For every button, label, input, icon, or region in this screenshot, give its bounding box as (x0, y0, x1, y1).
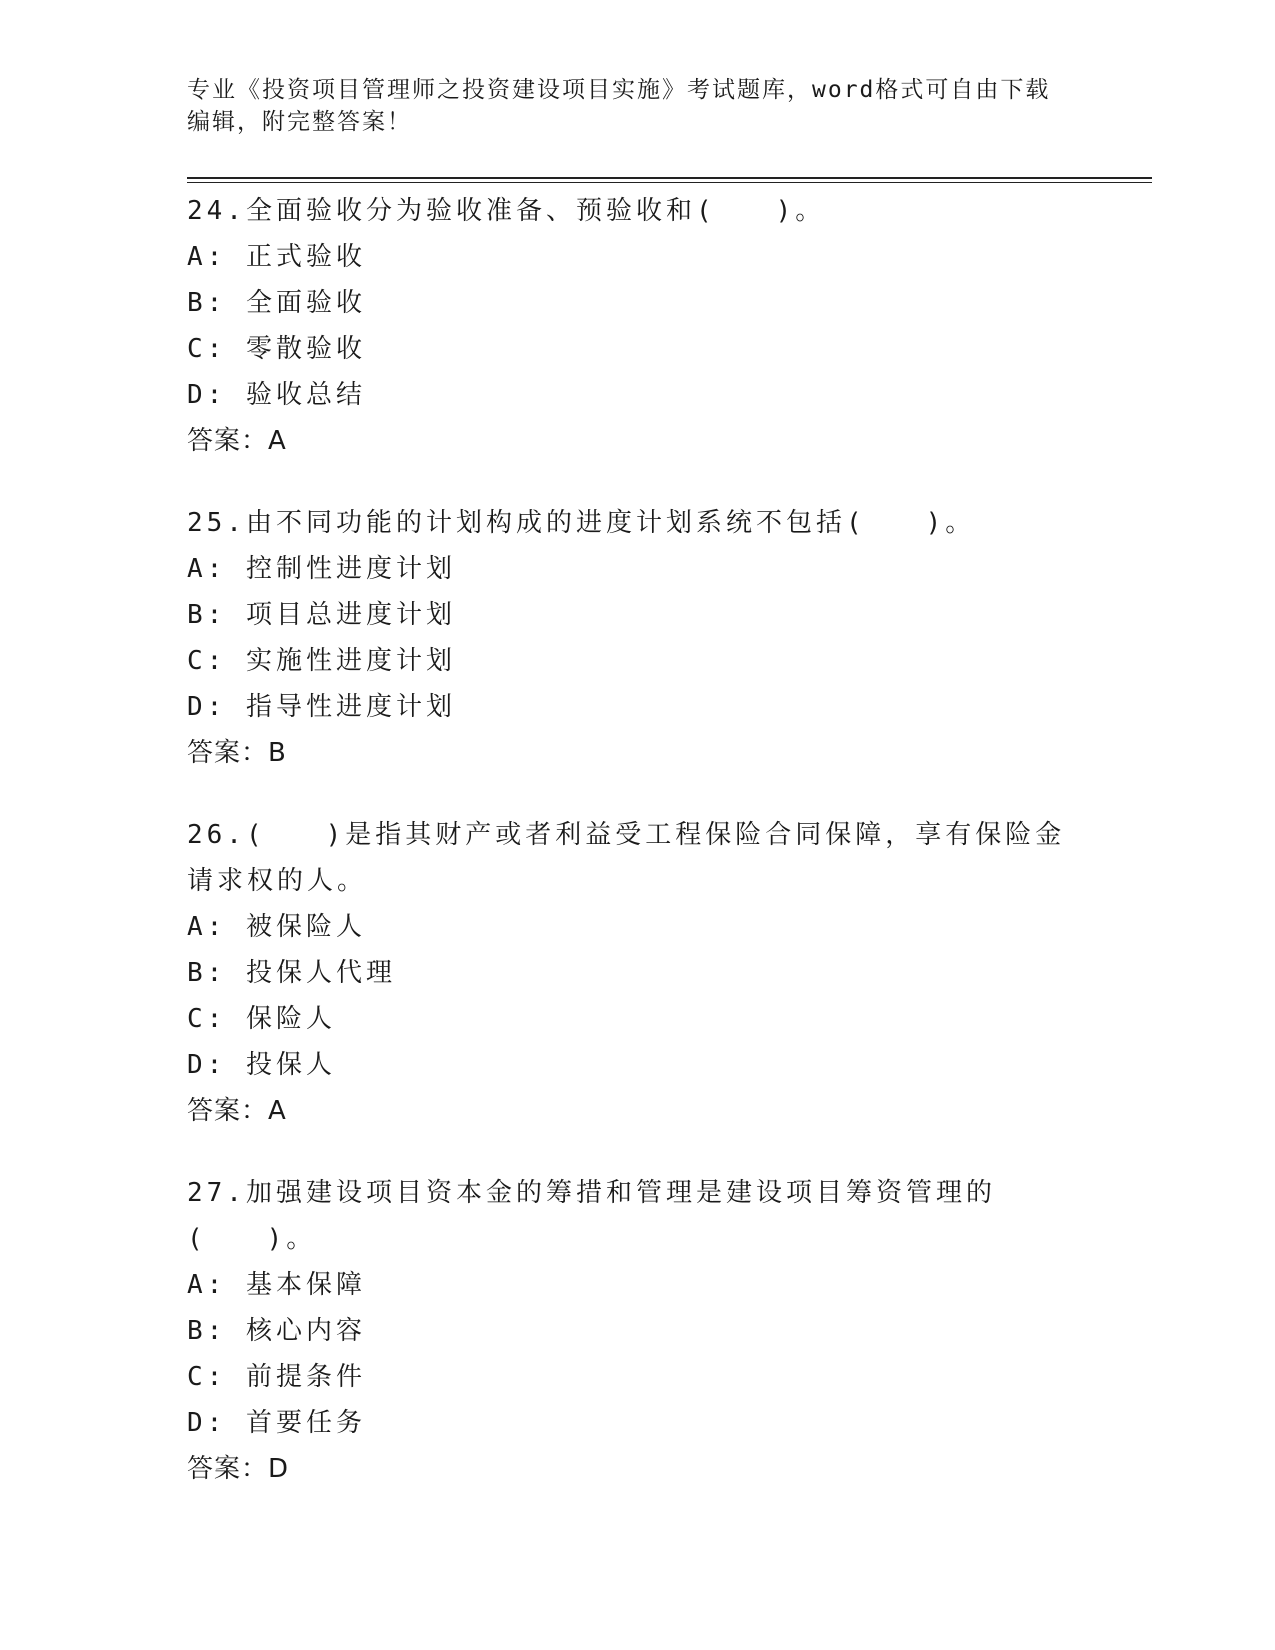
question-stem: 26.( )是指其财产或者利益受工程保险合同保障，享有保险金请求权的人。 (187, 820, 1066, 896)
option-a: A: 正式验收 (187, 242, 366, 272)
question-27 (187, 1170, 1087, 1492)
option-c: C: 保险人 (187, 1004, 336, 1034)
option-a: A: 被保险人 (187, 912, 366, 942)
question-stem: 27.加强建设项目资本金的筹措和管理是建设项目筹资管理的( )。 (187, 1178, 996, 1254)
option-c: C: 前提条件 (187, 1362, 366, 1392)
option-d: D: 投保人 (187, 1050, 336, 1080)
option-d: D: 指导性进度计划 (187, 692, 456, 722)
option-b: B: 全面验收 (187, 288, 366, 318)
question-26 (187, 812, 1087, 1134)
option-a: A: 基本保障 (187, 1270, 366, 1300)
answer: 答案：B (187, 738, 287, 768)
question-stem: 24.全面验收分为验收准备、预验收和( )。 (187, 196, 826, 226)
option-d: D: 验收总结 (187, 380, 366, 410)
header-divider-thick (187, 177, 1152, 179)
document-header: 专业《投资项目管理师之投资建设项目实施》考试题库，word格式可自由下载编辑，附完整答案！ (187, 77, 1051, 135)
option-b: B: 核心内容 (187, 1316, 366, 1346)
answer: 答案：A (187, 1096, 287, 1126)
question-24 (187, 188, 1087, 464)
question-list (187, 188, 1087, 1528)
question-stem: 25.由不同功能的计划构成的进度计划系统不包括( )。 (187, 508, 976, 538)
option-c: C: 零散验收 (187, 334, 366, 364)
option-c: C: 实施性进度计划 (187, 646, 456, 676)
question-25 (187, 500, 1087, 776)
answer: 答案：D (187, 1454, 290, 1484)
option-a: A: 控制性进度计划 (187, 554, 456, 584)
header-divider-thin (187, 182, 1152, 183)
option-b: B: 投保人代理 (187, 958, 396, 988)
answer: 答案：A (187, 426, 287, 456)
option-b: B: 项目总进度计划 (187, 600, 456, 630)
option-d: D: 首要任务 (187, 1408, 366, 1438)
